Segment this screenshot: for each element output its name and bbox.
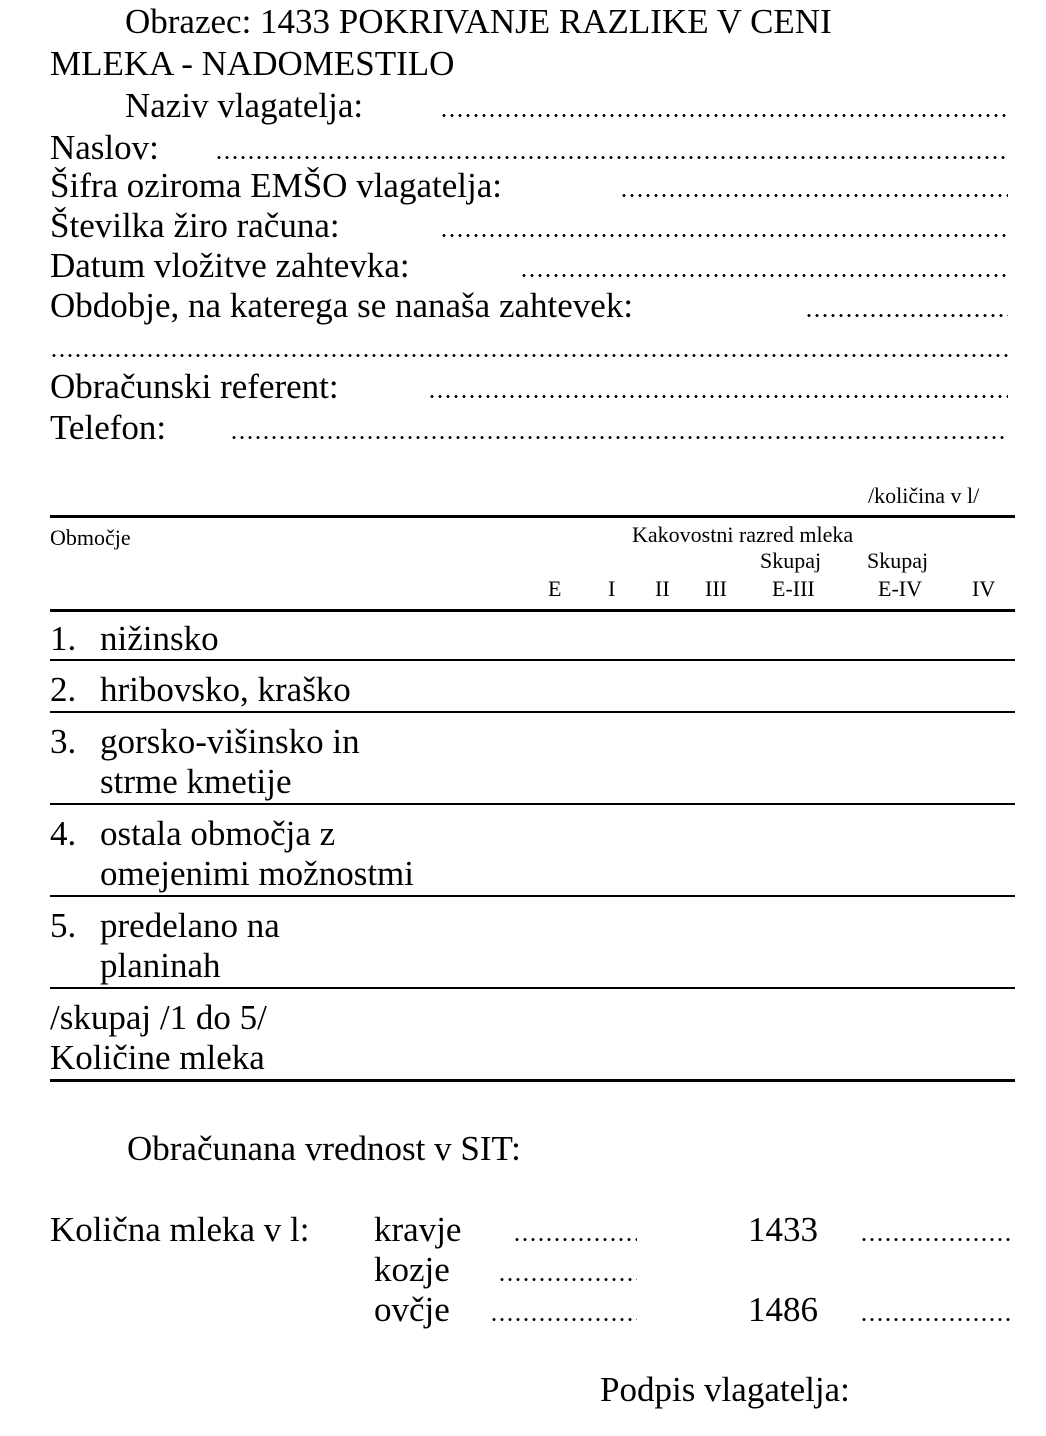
row-number: 2. bbox=[50, 670, 77, 709]
phone-field[interactable] bbox=[230, 436, 1008, 439]
milk-type-cow-label: kravje bbox=[374, 1210, 462, 1249]
referent-field[interactable] bbox=[428, 395, 1008, 398]
cow-milk-value-field[interactable] bbox=[860, 1238, 1010, 1241]
period-field-continued[interactable] bbox=[50, 354, 1008, 357]
period-field[interactable] bbox=[805, 314, 1008, 317]
row-area-name: gorsko-višinsko in bbox=[100, 722, 360, 761]
row-rule bbox=[50, 895, 1015, 897]
applicant-name-label: Naziv vlagatelja: bbox=[125, 86, 364, 125]
row-area-name: nižinsko bbox=[100, 619, 219, 658]
table-header-rule bbox=[50, 609, 1015, 612]
row-rule bbox=[50, 659, 1015, 661]
form-title-line-2: MLEKA - NADOMESTILO bbox=[50, 44, 455, 83]
row-area-name-continued: planinah bbox=[100, 946, 221, 985]
column-header-e-iv: E-IV bbox=[878, 576, 922, 601]
form-title-line-1: Obrazec: 1433 POKRIVANJE RAZLIKE V CENI bbox=[125, 2, 832, 41]
goat-milk-quantity-field[interactable] bbox=[498, 1278, 637, 1281]
account-label: Številka žiro računa: bbox=[50, 206, 340, 245]
calculated-value-label: Obračunana vrednost v SIT: bbox=[127, 1129, 521, 1168]
row-area-name-continued: strme kmetije bbox=[100, 762, 292, 801]
skupaj-label-2: Skupaj bbox=[867, 548, 929, 573]
row-rule bbox=[50, 987, 1015, 989]
cow-milk-code: 1433 bbox=[748, 1210, 818, 1249]
address-label: Naslov: bbox=[50, 128, 159, 167]
cow-milk-quantity-field[interactable] bbox=[513, 1238, 637, 1241]
row-area-name: ostala območja z bbox=[100, 814, 336, 853]
code-field[interactable] bbox=[620, 194, 1008, 197]
column-header-iii: III bbox=[705, 576, 727, 601]
date-field[interactable] bbox=[520, 274, 1008, 277]
unit-note: /količina v l/ bbox=[868, 483, 980, 508]
row-number: 3. bbox=[50, 722, 77, 761]
period-label: Obdobje, na katerega se nanaša zahtevek: bbox=[50, 286, 634, 325]
column-header-iv: IV bbox=[972, 576, 996, 601]
column-header-e: E bbox=[548, 576, 562, 601]
address-field[interactable] bbox=[215, 156, 1008, 159]
row-number: 4. bbox=[50, 814, 77, 853]
row-rule bbox=[50, 803, 1015, 805]
column-header-ii: II bbox=[655, 576, 670, 601]
milk-type-goat-label: kozje bbox=[374, 1250, 450, 1289]
sheep-milk-code: 1486 bbox=[748, 1290, 818, 1329]
date-label: Datum vložitve zahtevka: bbox=[50, 246, 410, 285]
row-area-name-continued: omejenimi možnostmi bbox=[100, 854, 414, 893]
column-area-header: Območje bbox=[50, 525, 131, 550]
total-label: /skupaj /1 do 5/ bbox=[50, 998, 267, 1037]
sheep-milk-value-field[interactable] bbox=[860, 1318, 1010, 1321]
table-top-rule bbox=[50, 515, 1015, 518]
account-field[interactable] bbox=[440, 234, 1008, 237]
row-number: 1. bbox=[50, 619, 77, 658]
column-header-i: I bbox=[608, 576, 616, 601]
row-area-name: hribovsko, kraško bbox=[100, 670, 351, 709]
phone-label: Telefon: bbox=[50, 408, 167, 447]
column-header-e-iii: E-III bbox=[772, 576, 815, 601]
applicant-name-field[interactable] bbox=[440, 114, 1008, 117]
quality-class-header: Kakovostni razred mleka bbox=[632, 522, 854, 547]
sheep-milk-quantity-field[interactable] bbox=[490, 1318, 637, 1321]
milk-type-sheep-label: ovčje bbox=[374, 1290, 450, 1329]
signature-label: Podpis vlagatelja: bbox=[600, 1370, 850, 1409]
row-area-name: predelano na bbox=[100, 906, 280, 945]
row-number: 5. bbox=[50, 906, 77, 945]
table-bottom-rule bbox=[50, 1079, 1015, 1082]
skupaj-label-1: Skupaj bbox=[760, 548, 822, 573]
milk-quantity-label: Količna mleka v l: bbox=[50, 1210, 310, 1249]
code-label: Šifra oziroma EMŠO vlagatelja: bbox=[50, 166, 502, 205]
total-quantity-label: Količine mleka bbox=[50, 1038, 265, 1077]
row-rule bbox=[50, 711, 1015, 713]
referent-label: Obračunski referent: bbox=[50, 367, 339, 406]
